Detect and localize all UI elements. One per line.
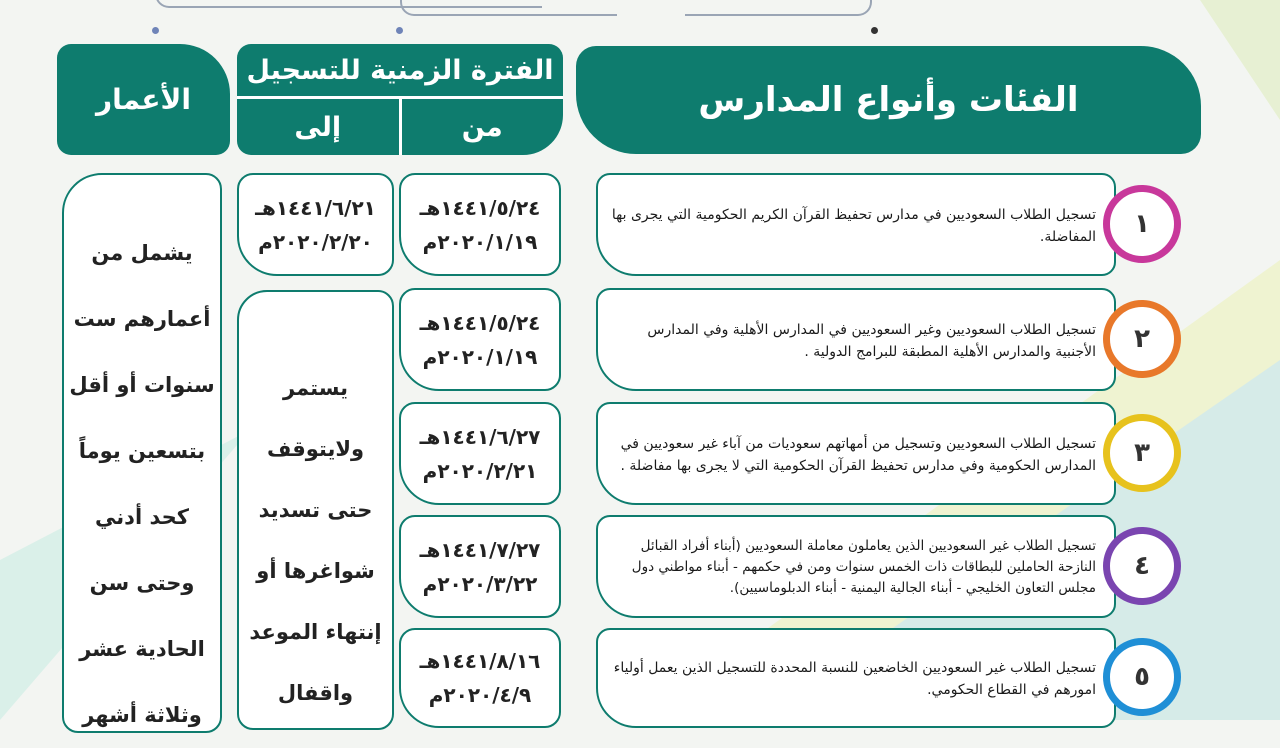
from-date-2 (399, 288, 561, 391)
category-row-3 (596, 402, 1116, 505)
continuous-line: يستمر (283, 376, 348, 400)
from-date-3 (399, 402, 561, 505)
connector-line-left (155, 0, 542, 8)
row-number: ٤ (1134, 551, 1150, 581)
row-number-badge (1103, 300, 1181, 378)
continuous-line: ولايتوقف (266, 437, 365, 461)
age-line: وحتى سن (89, 571, 195, 595)
from-date-1 (399, 173, 561, 276)
row-number-badge (1103, 185, 1181, 263)
category-text: تسجيل الطلاب غير السعوديين الخاضعين للنسبة المحددة للتسجيل الذين يعمل أولياء امورهم في القطاع الحكومي. (613, 660, 1096, 698)
to-continuous (237, 290, 394, 730)
age-line: بتسعين يوماً (78, 439, 206, 463)
row-number-badge (1103, 527, 1181, 605)
row-number: ٥ (1134, 662, 1150, 692)
header-ages: الأعمار (57, 44, 230, 155)
connector-line-right (685, 0, 872, 16)
date-gregorian: ٢٠٢٠/١/١٩م (422, 229, 538, 254)
age-line: وثلاثة أشهر (82, 703, 202, 727)
from-date-4 (399, 515, 561, 618)
ages-card (62, 173, 222, 733)
header-period-title: الفترة الزمنية للتسجيل (237, 44, 563, 99)
date-hijri: ١٤٤١/٦/٢٧هـ (419, 424, 541, 449)
age-line: أعمارهم ست (73, 307, 211, 331)
category-row-1 (596, 173, 1116, 276)
date-hijri: ١٤٤١/٥/٢٤هـ (419, 310, 541, 335)
continuous-line: حتى تسديد (258, 498, 373, 522)
date-hijri: ١٤٤١/٦/٢١هـ (255, 195, 376, 220)
header-to: إلى (237, 99, 402, 155)
date-gregorian: ٢٠٢٠/٤/٩م (428, 683, 532, 707)
row-number: ٢ (1134, 324, 1150, 354)
date-gregorian: ٢٠٢٠/١/١٩م (422, 344, 538, 369)
date-gregorian: ٢٠٢٠/٢/٢١م (422, 458, 538, 483)
age-line: كحد أدني (95, 505, 189, 529)
date-gregorian: ٢٠٢٠/٣/٢٢م (422, 571, 538, 596)
category-row-2 (596, 288, 1116, 391)
header-period (237, 44, 563, 155)
connector-dot (871, 27, 878, 34)
category-row-4 (596, 515, 1116, 618)
age-line: الحادية عشر (79, 637, 205, 661)
age-line: يشمل من (91, 241, 193, 265)
date-hijri: ١٤٤١/٧/٢٧هـ (419, 537, 541, 562)
row-number: ١ (1134, 209, 1150, 239)
category-text: تسجيل الطلاب السعوديين وتسجيل من أمهاتهم سعوديات من آباء غير سعوديين في المدارس الحكومية وفي مدارس تحفيظ القرآن الحكومية التي لا يجرى بها مفاضلة . (620, 435, 1096, 474)
continuous-line: إنتهاء الموعد (249, 620, 382, 644)
from-date-5 (399, 628, 561, 728)
continuous-line: شواغرها أو (256, 559, 375, 583)
date-hijri: ١٤٤١/٥/٢٤هـ (419, 195, 541, 220)
connector-dot (152, 27, 159, 34)
category-text: تسجيل الطلاب السعوديين وغير السعوديين في المدارس الأهلية وفي المدارس الأجنبية والمدارس الأهلية المطبقة للبرامج الدولية . (647, 321, 1096, 360)
header-categories: الفئات وأنواع المدارس (576, 46, 1201, 154)
age-line: سنوات أو أقل (69, 373, 215, 397)
continuous-line: واقفال (277, 681, 354, 705)
row-number: ٣ (1134, 438, 1150, 468)
date-hijri: ١٤٤١/٨/١٦هـ (419, 649, 541, 673)
row-number-badge (1103, 414, 1181, 492)
category-row-5 (596, 628, 1116, 728)
to-date-1 (237, 173, 394, 276)
row-number-badge (1103, 638, 1181, 716)
category-text: تسجيل الطلاب السعوديين في مدارس تحفيظ القرآن الكريم الحكومية التي يجرى بها المفاضلة. (611, 206, 1096, 245)
connector-dot (396, 27, 403, 34)
category-text: تسجيل الطلاب غير السعوديين الذين يعاملون معاملة السعوديين (أبناء أفراد القبائل النازحة الحاملين للبطاقات ذات الخمس سنوات ومن في حكمهم - أبناء مواطني دول مجلس التعاون الخليجي - أبناء الجالية اليمنية - أبناء الدبلوماسيين). (631, 538, 1096, 596)
date-gregorian: ٢٠٢٠/٢/٢٠م (258, 229, 373, 254)
header-from: من (461, 111, 503, 143)
